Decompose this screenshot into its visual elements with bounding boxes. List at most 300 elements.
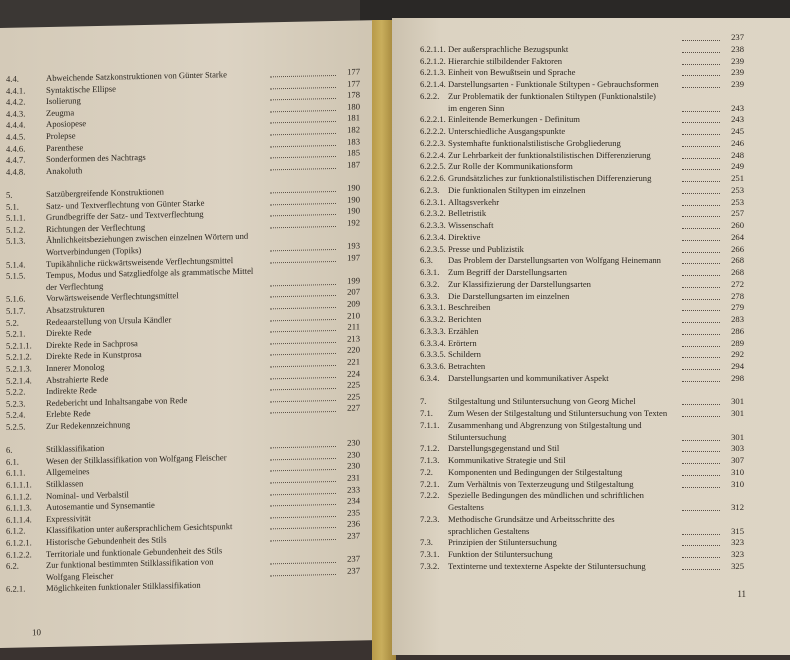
toc-entry-title: Funktion der Stiluntersuchung: [448, 549, 553, 559]
leader-dots: [270, 132, 336, 135]
leader-dots: [682, 556, 720, 558]
toc-entry-number: 5.2.5.: [6, 421, 26, 432]
toc-entry: [392, 349, 790, 360]
toc-entry-title: Textinterne und textexterne Aspekte der Stiluntersuchung: [448, 560, 646, 571]
toc-entry-title: Wesen der Stilklassifikation von Wolfgang Fleischer: [46, 452, 227, 466]
toc-entry-number: 6.3.3.1.: [420, 302, 446, 313]
toc-entry-title: Stilklassifikation: [46, 443, 105, 455]
toc-entry-page: 239: [731, 79, 744, 89]
leader-dots: [682, 227, 720, 229]
leader-dots: [682, 333, 720, 335]
leader-dots: [682, 145, 720, 147]
leader-dots: [682, 86, 720, 88]
leader-dots: [682, 204, 720, 206]
toc-entry-page: 289: [731, 337, 744, 348]
leader-dots: [682, 533, 720, 535]
toc-entry-number: 6.3.3.3.: [420, 325, 446, 336]
toc-entry-title: Erörtern: [448, 337, 477, 348]
toc-entry-page: 183: [347, 136, 360, 147]
toc-entry-number: 6.1.2.1.: [6, 537, 32, 548]
toc-entry-title: Prinzipien der Stiluntersuchung: [448, 537, 557, 548]
toc-entry-title: Zusammenhang und Abgrenzung von Stilgestaltung und: [448, 419, 642, 430]
left-page: [0, 20, 376, 648]
toc-entry-page: 251: [731, 173, 744, 183]
leader-dots: [270, 561, 336, 564]
toc-entry-title: Methodische Grundsätze und Arbeitsschritte des: [448, 513, 615, 524]
toc-entry-page: 301: [731, 408, 744, 418]
leader-dots: [682, 403, 720, 405]
toc-entry-number: 7.: [420, 396, 427, 407]
toc-entry-title: Zum Wesen der Stilgestaltung und Stiluntersuchung von Texten: [448, 408, 668, 418]
toc-entry-page: 211: [347, 321, 360, 332]
toc-entry-number: 6.2.1.2.: [420, 55, 446, 66]
toc-entry: [392, 537, 790, 548]
leader-dots: [682, 462, 720, 464]
leader-dots: [270, 352, 336, 355]
toc-entry-page: 264: [731, 231, 744, 242]
toc-entry-number: 6.2.1.1.: [420, 43, 446, 54]
leader-dots: [682, 439, 720, 441]
toc-entry-title: Komponenten und Bedingungen der Stilgestaltung: [448, 466, 623, 477]
toc-entry-title: der Verflechtung: [46, 280, 104, 292]
toc-entry-title: Grundsätzliches zur funktionalstilistischen Differenzierung: [448, 173, 652, 183]
leader-dots: [682, 544, 720, 546]
leader-dots: [270, 468, 336, 471]
toc-entry-title: Satz- und Textverflechtung von Günter Starke: [46, 197, 205, 211]
toc-entry-page: 272: [731, 278, 744, 289]
toc-entry-page: 246: [731, 137, 744, 148]
leader-dots: [682, 415, 720, 417]
toc-entry: [392, 455, 790, 466]
toc-entry: [392, 44, 790, 55]
toc-entry-number: 6.3.3.5.: [420, 349, 446, 360]
toc-entry: [392, 67, 790, 78]
toc-entry-number: 6.2.3.3.: [420, 220, 446, 230]
toc-entry-page: 310: [731, 466, 744, 477]
toc-entry-number: 7.3.1.: [420, 549, 440, 559]
toc-entry-title: Historische Gebundenheit des Stils: [46, 534, 167, 548]
toc-entry: [392, 103, 790, 114]
toc-entry-title: Systemhafte funktionalstilistische Grobgliederung: [448, 137, 621, 148]
toc-entry-number: 7.2.: [420, 466, 433, 477]
toc-entry-page: 192: [347, 217, 360, 228]
toc-entry-page: 298: [731, 372, 744, 383]
toc-entry-page: 303: [731, 443, 744, 454]
toc-entry-title: Aposiopese: [46, 118, 87, 130]
toc-entry-title: Isolierung: [46, 95, 81, 107]
toc-entry-title: Zeugma: [46, 107, 75, 118]
toc-entry-page: 253: [731, 196, 744, 207]
leader-dots: [682, 474, 720, 476]
toc-entry-title: Wissenschaft: [448, 220, 494, 230]
leader-dots: [270, 306, 336, 309]
toc-entry-title: Satzübergreifende Konstruktionen: [46, 186, 164, 200]
toc-entry-page: 182: [347, 124, 360, 135]
toc-entry-page: 225: [347, 379, 360, 390]
toc-entry-title: Die Darstellungsarten im einzelnen: [448, 290, 570, 301]
toc-entry-page: 307: [731, 455, 744, 465]
toc-entry-title: Einheit von Bewußtsein und Sprache: [448, 67, 576, 78]
toc-entry-number: 6.2.3.1.: [420, 196, 446, 207]
toc-entry-title: Klassifikation unter außersprachlichem Gesichtspunkt: [46, 521, 233, 536]
toc-entry-page: 207: [347, 286, 360, 298]
toc-entry-title: Erzählen: [448, 325, 479, 336]
toc-entry-page: 233: [347, 484, 360, 495]
toc-entry-title: Autosemantie und Synsemantie: [46, 499, 155, 513]
toc-entry: [392, 502, 790, 513]
toc-entry-title: Schildern: [448, 349, 481, 360]
leader-dots: [682, 251, 720, 253]
leader-dots: [270, 86, 336, 89]
toc-entry-page: 185: [347, 147, 360, 158]
leader-dots: [270, 364, 336, 367]
toc-entry-number: 5.2.: [6, 317, 19, 328]
leader-dots: [682, 192, 720, 194]
toc-entry-number: 5.2.4.: [6, 409, 26, 421]
toc-entry-page: 325: [731, 560, 744, 571]
toc-entry: [392, 526, 790, 537]
toc-entry-page: 237: [731, 32, 744, 42]
toc-entry-number: 6.2.3.5.: [420, 243, 446, 254]
toc-entry-page: 236: [347, 518, 360, 530]
toc-entry-number: 7.2.2.: [420, 490, 440, 501]
toc-entry-page: 190: [347, 205, 360, 216]
toc-entry-title: Stilklassen: [46, 478, 84, 490]
toc-entry-number: 7.1.3.: [420, 455, 440, 465]
toc-entry-title: Zur Lehrbarkeit der funktionalstilistischen Differenzierung: [448, 149, 651, 160]
toc-entry-number: 6.3.: [420, 255, 433, 266]
toc-entry-number: 6.3.3.4.: [420, 337, 446, 348]
toc-entry-page: 237: [347, 530, 360, 541]
toc-entry-page: 257: [731, 208, 744, 219]
toc-entry-number: 7.2.3.: [420, 513, 440, 524]
toc-entry-title: Anakoluth: [46, 165, 83, 176]
toc-entry-title: Die funktionalen Stiltypen im einzelnen: [448, 184, 586, 195]
toc-entry-number: 6.2.2.3.: [420, 137, 446, 148]
leader-dots: [270, 294, 336, 297]
toc-entry-title: Möglichkeiten funktionaler Stilklassifikation: [46, 580, 201, 594]
toc-entry-number: 6.1.1.1.: [6, 479, 32, 490]
leader-dots: [682, 168, 720, 170]
leader-dots: [270, 538, 336, 541]
toc-entry-title: Gestaltens: [448, 502, 484, 512]
toc-entry-title: Direktive: [448, 231, 481, 242]
toc-entry: [392, 467, 790, 478]
toc-entry-title: Zum Verhältnis von Texterzeugung und Stilgestaltung: [448, 478, 634, 489]
toc-entry-title: Darstellungsarten - Funktionale Stiltypen - Gebrauchsformen: [448, 79, 659, 89]
toc-entry-title: Vorwärtsweisende Verflechtungsmittel: [46, 290, 179, 304]
leader-dots: [682, 450, 720, 452]
toc-entry-number: 5.1.6.: [6, 293, 26, 305]
toc-entry-number: 6.1.: [6, 456, 19, 467]
toc-entry: [392, 279, 790, 290]
toc-entry-page: 237: [347, 553, 360, 564]
toc-entry-title: Expressivität: [46, 512, 91, 524]
toc-entry-number: 4.4.3.: [6, 108, 26, 119]
toc-entry-number: 4.4.: [6, 73, 19, 84]
toc-entry: [392, 185, 790, 196]
toc-entry-page: 312: [731, 502, 744, 512]
toc-entry-page: 243: [731, 102, 744, 113]
toc-entry-number: 6.1.2.2.: [6, 548, 32, 560]
leader-dots: [270, 260, 336, 263]
toc-entry-number: 6.2.2.: [420, 90, 440, 101]
toc-entry-title: Direkte Rede in Sachprosa: [46, 337, 138, 350]
toc-entry-title: Grundbegriffe der Satz- und Textverflechtung: [46, 208, 204, 223]
toc-entry-page: 190: [347, 182, 360, 193]
toc-entry-number: 5.: [6, 189, 13, 200]
leader-dots: [682, 157, 720, 159]
toc-entry-page: 231: [347, 472, 360, 483]
toc-entry-page: 283: [731, 314, 744, 324]
leader-dots: [270, 480, 336, 483]
toc-entry-number: 4.4.2.: [6, 96, 26, 108]
leader-dots: [270, 144, 336, 147]
toc-entry-page: 187: [347, 159, 360, 170]
toc-entry-number: 6.2.2.6.: [420, 173, 446, 183]
toc-entry: [392, 549, 790, 560]
toc-entry-number: 4.4.6.: [6, 143, 26, 154]
toc-entry-title: Direkte Rede in Kunstprosa: [46, 349, 142, 362]
toc-entry-number: 5.2.1.3.: [6, 363, 32, 374]
toc-entry: [392, 150, 790, 161]
toc-entry-number: 7.2.1.: [420, 478, 440, 489]
toc-entry-title: Stilgestaltung und Stiluntersuchung von Georg Michel: [448, 396, 636, 407]
toc-entry-page: 210: [347, 310, 360, 321]
toc-entry-page: 268: [731, 267, 744, 277]
toc-entry-number: 7.1.2.: [420, 443, 440, 454]
toc-entry-page: 230: [347, 449, 360, 460]
toc-entry-number: 5.2.2.: [6, 386, 26, 398]
toc-entry: [392, 91, 790, 102]
toc-entry-title: Abweichende Satzkonstruktionen von Günter Starke: [46, 69, 227, 84]
toc-entry: [392, 138, 790, 149]
toc-entry: [392, 432, 790, 443]
toc-entry-number: 6.2.3.4.: [420, 231, 446, 242]
right-page: [392, 18, 790, 655]
toc-entry: [392, 373, 790, 384]
leader-dots: [270, 74, 336, 77]
toc-entry-title: Abstrahierte Rede: [46, 373, 109, 385]
toc-entry: [392, 244, 790, 255]
toc-entry-title: Stiluntersuchung: [448, 431, 507, 442]
toc-entry-title: Presse und Publizistik: [448, 243, 524, 254]
toc-entry-page: 235: [347, 507, 360, 518]
toc-entry-title: Zur Rolle der Kommunikationsform: [448, 161, 573, 172]
toc-entry-title: Indirekte Rede: [46, 385, 97, 397]
leader-dots: [270, 410, 336, 413]
toc-entry: [392, 479, 790, 490]
toc-entry-number: 5.2.1.2.: [6, 351, 32, 363]
leader-dots: [270, 387, 336, 390]
toc-entry-title: Zur Problematik der funktionalen Stiltypen (Funktionalstile): [448, 90, 656, 101]
leader-dots: [270, 399, 336, 402]
toc-entry-number: 6.2.1.4.: [420, 79, 446, 89]
leader-dots: [682, 274, 720, 276]
toc-entry-page: 180: [347, 101, 360, 112]
toc-entry-title: Wolfgang Fleischer: [46, 570, 114, 582]
toc-entry-page: 301: [731, 396, 744, 407]
toc-entry: [392, 291, 790, 302]
leader-dots: [270, 492, 336, 495]
toc-entry-number: 6.2.2.4.: [420, 149, 446, 160]
toc-entry-page: 193: [347, 240, 360, 251]
toc-entry-number: 6.: [6, 444, 13, 456]
leader-dots: [682, 239, 720, 241]
leader-dots: [682, 298, 720, 300]
toc-entry-number: 5.1.1.: [6, 212, 26, 224]
toc-entry-page: 237: [347, 565, 360, 576]
toc-entry-page: 245: [731, 126, 744, 136]
toc-entry: [392, 114, 790, 125]
toc-entry-page: 213: [347, 333, 360, 344]
toc-entry-page: 225: [347, 391, 360, 402]
toc-entry-page: 197: [347, 252, 360, 263]
toc-entry-title: Zum Begriff der Darstellungsarten: [448, 267, 567, 277]
toc-entry-title: Der außersprachliche Bezugspunkt: [448, 43, 569, 54]
toc-entry-page: 220: [347, 344, 360, 356]
toc-entry-number: 4.4.8.: [6, 166, 26, 177]
toc-entry-page: 266: [731, 243, 744, 254]
toc-entry-number: 6.3.3.6.: [420, 361, 446, 371]
toc-entry-title: Syntaktische Ellipse: [46, 83, 116, 95]
toc-entry-title: Parenthese: [46, 141, 84, 153]
leader-dots: [270, 225, 336, 228]
toc-entry-page: 292: [731, 349, 744, 360]
toc-entry: [392, 314, 790, 325]
leader-dots: [682, 356, 720, 358]
toc-entry-number: 5.1.2.: [6, 224, 26, 235]
toc-entry-number: 6.1.2.: [6, 525, 26, 537]
toc-entry-number: 5.1.3.: [6, 235, 26, 247]
toc-entry: [392, 173, 790, 184]
toc-entry-page: 209: [347, 298, 360, 309]
leader-dots: [270, 155, 336, 158]
leader-dots: [270, 167, 336, 170]
leader-dots: [682, 368, 720, 370]
toc-entry-page: 323: [731, 549, 744, 559]
leader-dots: [270, 318, 336, 321]
toc-entry-title: im engeren Sinn: [448, 102, 505, 113]
toc-entry-title: Tempus, Modus und Satzgliedfolge als grammatische Mittel: [46, 265, 254, 281]
leader-dots: [682, 286, 720, 288]
leader-dots: [682, 39, 720, 41]
toc-entry-title: Alltagsverkehr: [448, 196, 500, 207]
leader-dots: [682, 215, 720, 217]
leader-dots: [270, 190, 336, 193]
toc-entry-page: 278: [731, 290, 744, 301]
toc-entry-page: 315: [731, 525, 744, 536]
toc-entry-number: 6.1.1.2.: [6, 490, 32, 502]
toc-entry-title: Nominal- und Verbalstil: [46, 488, 129, 501]
toc-entry-number: 6.2.: [6, 560, 19, 572]
leader-dots: [682, 509, 720, 511]
toc-entry-number: 6.2.3.2.: [420, 208, 446, 219]
toc-entry: [392, 408, 790, 419]
toc-entry: [392, 443, 790, 454]
leader-dots: [682, 110, 720, 112]
leader-dots: [270, 120, 336, 123]
toc-entry-title: Darstellungsarten und kommunikativer Aspekt: [448, 372, 609, 383]
toc-entry-number: 7.3.: [420, 537, 433, 548]
toc-entry-title: Redeaarstellung von Ursula Kändler: [46, 314, 172, 327]
toc-entry: [392, 361, 790, 372]
leader-dots: [270, 109, 336, 112]
toc-entry-number: 6.3.4.: [420, 372, 440, 383]
leader-dots: [270, 329, 336, 332]
toc-entry-page: 279: [731, 302, 744, 313]
leader-dots: [270, 341, 336, 344]
toc-entry-number: 6.3.1.: [420, 267, 440, 277]
leader-dots: [682, 180, 720, 182]
toc-entry-number: 6.1.1.3.: [6, 502, 32, 514]
toc-entry: [392, 220, 790, 231]
leader-dots: [682, 321, 720, 323]
toc-entry-page: 234: [347, 495, 360, 506]
leader-dots: [682, 133, 720, 135]
toc-entry-number: 5.1.: [6, 201, 19, 212]
leader-dots: [682, 345, 720, 347]
toc-entry-page: 221: [347, 356, 360, 367]
toc-entry: [392, 514, 790, 525]
toc-entry-title: Richtungen der Verflechtung: [46, 221, 146, 234]
toc-entry-page: 238: [731, 43, 744, 54]
toc-entry-page: 286: [731, 325, 744, 336]
toc-entry-page: 268: [731, 255, 744, 266]
toc-entry-number: 5.1.5.: [6, 270, 26, 282]
leader-dots: [270, 445, 336, 448]
toc-entry-title: Zur Klassifizierung der Darstellungsarten: [448, 278, 591, 289]
leader-dots: [682, 51, 720, 53]
toc-entry-number: 6.3.3.2.: [420, 314, 446, 324]
toc-entry-page: 239: [731, 55, 744, 66]
toc-entry: [392, 79, 790, 90]
toc-entry-number: 6.3.2.: [420, 278, 440, 289]
toc-entry-number: 7.1.1.: [420, 419, 440, 430]
toc-entry-page: 323: [731, 537, 744, 548]
page-number-right: 11: [737, 589, 746, 599]
toc-entry-title: Berichten: [448, 314, 482, 324]
toc-entry: [392, 232, 790, 243]
toc-entry-page: 248: [731, 149, 744, 160]
toc-entry-page: 310: [731, 478, 744, 489]
toc-entry-number: 5.2.1.1.: [6, 340, 32, 351]
toc-entry-title: Beschreiben: [448, 302, 491, 313]
toc-entry-title: sprachlichen Gestaltens: [448, 525, 530, 536]
toc-entry: [392, 326, 790, 337]
toc-entry-page: 199: [347, 275, 360, 286]
toc-entry-number: 6.2.2.5.: [420, 161, 446, 172]
toc-entry-title: Direkte Rede: [46, 327, 92, 339]
toc-entry-number: 5.2.3.: [6, 398, 26, 409]
toc-entry-number: 4.4.5.: [6, 131, 26, 142]
toc-entry-title: Redebericht und Inhaltsangabe von Rede: [46, 394, 188, 408]
leader-dots: [682, 486, 720, 488]
leader-dots: [270, 202, 336, 205]
toc-entry-number: 6.2.1.: [6, 583, 26, 595]
toc-entry-number: 4.4.7.: [6, 154, 26, 166]
leader-dots: [682, 121, 720, 123]
toc-entry-page: 260: [731, 220, 744, 230]
leader-dots: [682, 262, 720, 264]
toc-entry-number: 6.2.2.1.: [420, 114, 446, 125]
leader-dots: [270, 213, 336, 216]
toc-entry-title: Darstellungsgegenstand und Stil: [448, 443, 560, 454]
toc-entry: [392, 267, 790, 278]
toc-entry-number: 6.2.2.2.: [420, 126, 446, 136]
page-number-left: 10: [32, 627, 41, 638]
toc-entry-page: 181: [347, 112, 360, 124]
